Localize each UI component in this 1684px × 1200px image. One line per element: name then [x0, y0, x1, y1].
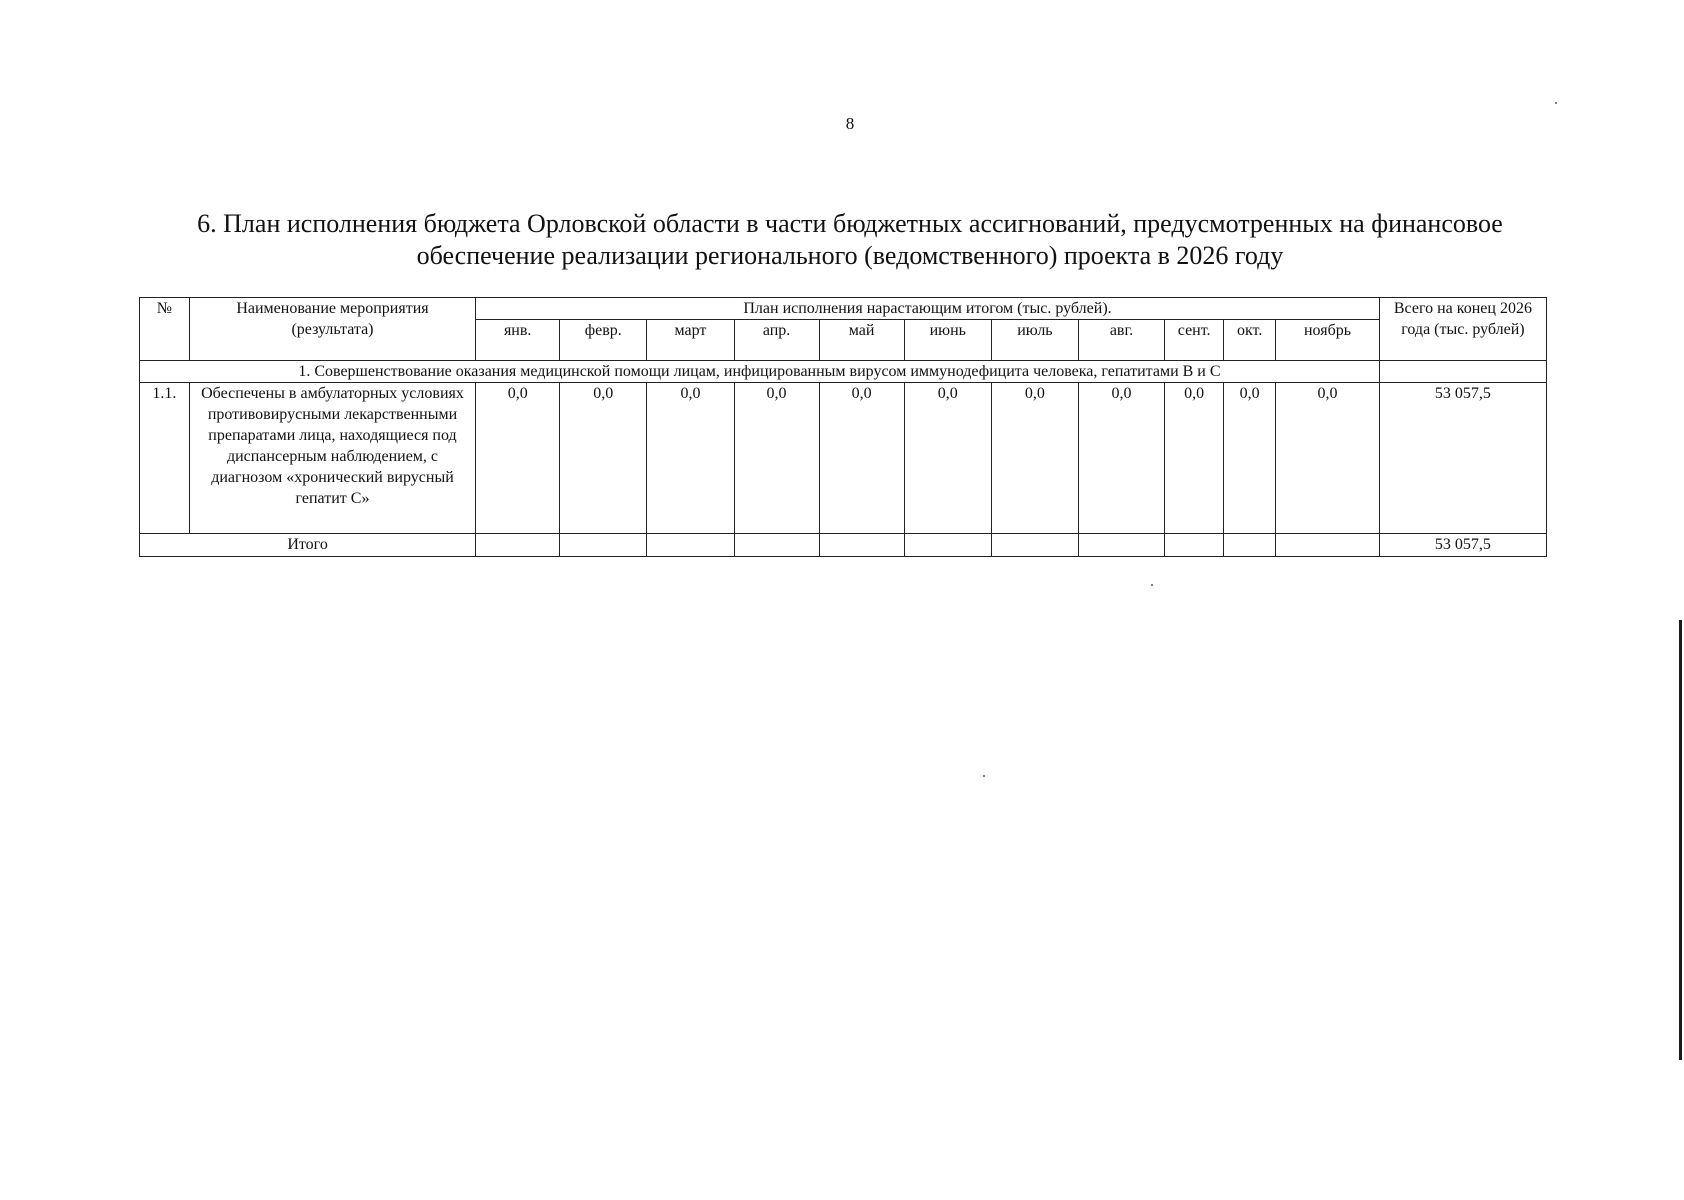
- row-num: 1.1.: [140, 383, 190, 534]
- header-plan: План исполнения нарастающим итогом (тыс. рублей).: [476, 298, 1380, 320]
- row-value: 0,0: [560, 383, 647, 534]
- month-header: апр.: [734, 320, 819, 361]
- row-value: 0,0: [819, 383, 904, 534]
- scan-edge-line: [1679, 620, 1682, 1060]
- total-empty-cell: [904, 534, 991, 557]
- grand-total: 53 057,5: [1379, 534, 1546, 557]
- month-header: июнь: [904, 320, 991, 361]
- total-empty-cell: [1276, 534, 1380, 557]
- row-value: 0,0: [476, 383, 560, 534]
- page-number: 8: [845, 114, 855, 133]
- title-line-2: обеспечение реализации регионального (ведомственного) проекта в 2026 году: [416, 241, 1284, 270]
- month-header: авг.: [1078, 320, 1164, 361]
- total-empty-cell: [647, 534, 734, 557]
- scan-speck: [1555, 102, 1557, 104]
- header-num: №: [140, 298, 190, 361]
- row-value: 0,0: [647, 383, 734, 534]
- total-empty-cell: [1165, 534, 1224, 557]
- row-value: 0,0: [1224, 383, 1276, 534]
- month-header: июль: [991, 320, 1078, 361]
- total-row: [140, 534, 1547, 557]
- total-empty-cell: [1224, 534, 1276, 557]
- row-value: 0,0: [1276, 383, 1380, 534]
- title-line-1: 6. План исполнения бюджета Орловской области в части бюджетных ассигнований, предусмотренных на финансовое: [197, 209, 1503, 238]
- table-row: [140, 383, 1547, 534]
- scan-speck: [1151, 584, 1153, 586]
- row-total: 53 057,5: [1379, 383, 1546, 534]
- total-empty-cell: [734, 534, 819, 557]
- header-name: Наименование мероприятия (результата): [189, 298, 475, 361]
- section-row: [140, 361, 1547, 383]
- row-name: Обеспечены в амбулаторных условиях противовирусными лекарственными препаратами лица, находящиеся под диспансерным наблюдением, с диагнозом «хронический вирусный гепатит С»: [189, 383, 475, 534]
- row-value: 0,0: [904, 383, 991, 534]
- section-title: 1. Совершенствование оказания медицинской помощи лицам, инфицированным вирусом иммунодефицита человека, гепатитами В и С: [140, 361, 1380, 383]
- header-total: Всего на конец 2026 года (тыс. рублей): [1379, 298, 1546, 361]
- section-total-empty: [1379, 361, 1546, 383]
- total-empty-cell: [560, 534, 647, 557]
- row-value: 0,0: [1165, 383, 1224, 534]
- month-header: ноябрь: [1276, 320, 1380, 361]
- scan-speck: [983, 775, 985, 777]
- document-title: [140, 208, 1560, 272]
- month-header: март: [647, 320, 734, 361]
- row-value: 0,0: [734, 383, 819, 534]
- month-header: янв.: [476, 320, 560, 361]
- month-header: окт.: [1224, 320, 1276, 361]
- total-empty-cell: [476, 534, 560, 557]
- month-header: февр.: [560, 320, 647, 361]
- total-empty-cell: [819, 534, 904, 557]
- row-value: 0,0: [1078, 383, 1164, 534]
- month-header: май: [819, 320, 904, 361]
- header-row: [140, 298, 1547, 320]
- total-label: Итого: [140, 534, 476, 557]
- row-value: 0,0: [991, 383, 1078, 534]
- total-empty-cell: [1078, 534, 1164, 557]
- budget-plan-table: [139, 297, 1547, 557]
- month-header: сент.: [1165, 320, 1224, 361]
- total-empty-cell: [991, 534, 1078, 557]
